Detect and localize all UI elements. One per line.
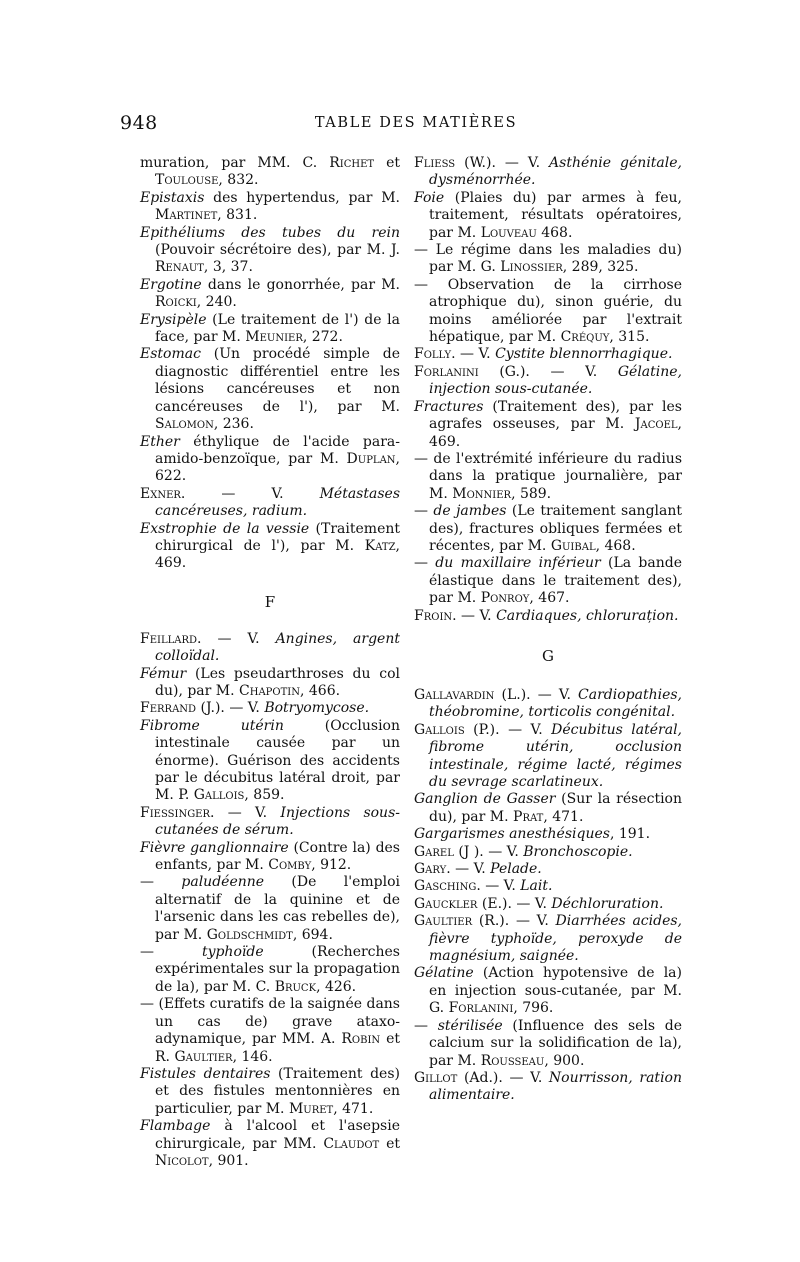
author-name: Gary: [414, 861, 447, 878]
entry-text: (Traitement chirurgical de l'), par M.: [155, 520, 400, 554]
author-name: Gauckler: [414, 895, 478, 912]
author-name: Gallois: [193, 787, 245, 804]
author-name: Monnier: [452, 485, 512, 502]
running-title: TABLE DES MATIÈRES: [314, 115, 518, 131]
index-entry: [140, 277, 400, 312]
entry-text: , 622.: [155, 450, 400, 485]
entry-text: , 859.: [244, 787, 285, 804]
entry-text: (Le traitement de l') de la face, par M.: [155, 311, 400, 346]
index-entry: [414, 399, 682, 451]
subject-term: Epistaxis: [140, 189, 205, 206]
index-entry: [140, 1066, 400, 1118]
author-name: Martinet: [155, 207, 218, 224]
subject-term: Fémur: [140, 665, 187, 682]
author-name: Forlanini: [448, 1000, 514, 1017]
index-entry: [140, 190, 400, 225]
section-letter: G: [542, 646, 554, 665]
index-entry: [140, 805, 400, 840]
entry-text: et: [379, 1135, 400, 1152]
index-entry: [414, 503, 682, 555]
subject-term: Gargarismes anesthésiques: [414, 826, 610, 843]
entry-text: , 272.: [302, 329, 343, 346]
author-name: Guibal: [550, 537, 596, 554]
author-name: Claudot: [323, 1135, 380, 1152]
index-entry: [140, 225, 400, 277]
author-name: Richet: [329, 155, 375, 171]
entry-text: . — V.: [452, 607, 497, 624]
subject-term: Botryomycose.: [264, 700, 370, 717]
entry-text: dans le gonorrhée, par M.: [201, 276, 400, 293]
index-entry: [414, 687, 682, 722]
index-entry: [140, 718, 400, 805]
entry-text: —: [414, 555, 436, 572]
subject-term: Cardiaques, chlorurațion.: [496, 607, 679, 624]
subject-term: Nourrisson, ration alimentaire.: [429, 1069, 682, 1104]
entry-text: , 3, 37.: [203, 259, 253, 276]
entry-text: des hypertendus, par M.: [204, 189, 400, 206]
subject-term: Fistules dentaires: [140, 1065, 271, 1082]
index-entry: [414, 878, 682, 895]
entry-text: . — V.: [180, 485, 320, 502]
subject-term: Fibrome utérin: [140, 717, 284, 734]
index-entry: [140, 874, 400, 944]
entry-text: . — V.: [197, 630, 276, 647]
index-entry: [140, 521, 400, 573]
subject-term: Asthénie génitale, dysménorrhée.: [429, 155, 682, 189]
author-name: Linossier: [500, 259, 563, 276]
entry-text: (Recherches expérimentales sur la propagation de la), par M. C.: [155, 944, 400, 995]
entry-text: , 694.: [292, 926, 333, 943]
subject-term: Estomac: [140, 346, 201, 363]
index-entry: [414, 722, 682, 792]
entry-text: (L.). — V.: [494, 686, 579, 703]
author-name: Goldschmidt: [206, 926, 293, 943]
entry-text: (R.). — V.: [472, 913, 556, 930]
subject-term: Bronchoscopie.: [523, 843, 633, 860]
author-name: Fliess: [414, 155, 456, 171]
index-entry: [140, 486, 400, 521]
entry-text: (Action hypotensive de la) en injection sous-cutanée, par M. G.: [429, 965, 682, 1017]
entry-text: (Traitement des) et des fistules mentonnières en particulier, par M.: [155, 1065, 400, 1117]
entry-text: , 236.: [213, 416, 254, 433]
index-entry: [140, 944, 400, 996]
index-entry: [414, 277, 682, 347]
author-name: Robin: [341, 1031, 381, 1048]
index-entry: [414, 791, 682, 826]
entry-text: , 240.: [196, 294, 237, 311]
entry-text: . — V.: [210, 804, 281, 821]
entry-text: (Un procédé simple de diagnostic différentiel entre les lésions cancéreuses et non cancéreuses de l'), par M.: [155, 346, 400, 415]
entry-text: , 315.: [609, 329, 650, 346]
subject-term: Diarrhées acides, fièvre typhoïde, peroxyde de magnésium, saignée.: [429, 913, 682, 965]
entry-text: 468.: [536, 224, 573, 241]
author-name: Louveau: [480, 224, 537, 241]
index-entry: [414, 346, 682, 363]
subject-term: Ergotine: [140, 276, 202, 293]
author-name: Renaut: [155, 259, 204, 276]
left-column: [140, 155, 400, 1170]
subject-term: Fractures: [414, 398, 484, 415]
subject-term: Cystite blennorrhagique.: [495, 346, 673, 363]
entry-text: , 901.: [208, 1152, 249, 1169]
author-name: Gaultier: [174, 1048, 233, 1065]
subject-term: Foie: [414, 189, 445, 206]
entry-text: , 589.: [511, 485, 552, 502]
subject-term: Gélatine, injection sous-cutanée.: [429, 363, 682, 398]
entry-text: muration, par MM. C.: [140, 155, 330, 171]
entry-text: , 796.: [513, 1000, 554, 1017]
entry-text: et: [374, 155, 400, 171]
subject-term: Erysipèle: [140, 311, 207, 328]
index-entry: [414, 913, 682, 965]
page-number: 948: [120, 112, 158, 134]
entry-text: (Le traitement sanglant des), fractures obliques fermées et récentes, par M.: [429, 503, 682, 554]
author-name: Gallavardin: [414, 686, 495, 703]
subject-term: typhoïde: [201, 944, 264, 961]
entry-text: , 471.: [333, 1100, 374, 1117]
author-name: Fiessinger: [140, 804, 211, 821]
index-entry: [414, 1018, 682, 1070]
author-name: Froin: [414, 607, 453, 624]
entry-text: —: [140, 874, 182, 891]
entry-text: —: [414, 503, 434, 520]
index-entry: [140, 1118, 400, 1170]
index-entry: [140, 346, 400, 433]
entry-text: , 466.: [299, 682, 341, 699]
entry-text: (Sur la résection du), par M.: [429, 791, 682, 825]
entry-text: —: [414, 1017, 438, 1034]
entry-text: , 900.: [544, 1052, 585, 1069]
entry-text: éthylique de l'acide para-amido-benzoïque, par M.: [155, 433, 400, 467]
entry-text: (Traitement des), par les agrafes osseuses, par M.: [429, 398, 682, 433]
entry-text: (J ). — V.: [453, 843, 524, 860]
entry-text: , 146.: [232, 1048, 273, 1065]
page-header: [120, 112, 712, 142]
entry-text: (Contre la) des enfants, par M.: [155, 839, 400, 874]
subject-term: Epithéliums des tubes du rein: [140, 224, 400, 241]
subject-term: Pelade.: [490, 861, 542, 878]
entry-text: , 191.: [609, 826, 651, 843]
entry-text: . — V.: [446, 861, 491, 878]
entry-text: (W.). — V.: [455, 155, 550, 171]
index-entry: [414, 965, 682, 1017]
index-entry: [414, 155, 682, 190]
author-name: Créquy: [560, 329, 610, 346]
author-name: Exner: [140, 485, 181, 502]
subject-term: Ether: [140, 433, 180, 450]
entry-text: , 469.: [155, 537, 400, 572]
index-entry: [414, 826, 682, 843]
entry-text: , 831.: [217, 207, 258, 224]
subject-term: Fièvre ganglionnaire: [140, 839, 289, 856]
index-entry: [414, 896, 682, 913]
author-name: Gallois: [414, 721, 465, 738]
subject-term: Décubitus latéral, fibrome utérin, occlusion intestinale, régime lacté, régimes du sevrage scarlatineux.: [429, 721, 682, 790]
subject-term: Exstrophie de la vessie: [140, 520, 310, 537]
author-name: Chapotin: [239, 682, 300, 699]
index-entry: [414, 555, 682, 607]
author-name: Garel: [414, 843, 454, 860]
entry-text: , 832.: [218, 172, 259, 189]
subject-term: stérilisée: [437, 1017, 503, 1034]
author-name: Gillot: [414, 1069, 458, 1086]
entry-text: , 467.: [529, 590, 570, 607]
author-name: Prat: [513, 808, 544, 825]
author-name: Duplan: [346, 450, 396, 467]
index-entry: [140, 312, 400, 347]
author-name: Jacoel: [634, 416, 678, 433]
entry-text: , 468.: [595, 537, 636, 554]
index-entry: [414, 190, 682, 242]
author-name: Salomon: [155, 416, 214, 433]
subject-term: Ganglion de Gasser: [414, 791, 556, 808]
subject-term: Gélatine: [414, 965, 474, 982]
index-entry: [140, 155, 400, 190]
subject-term: de jambes: [433, 503, 507, 520]
subject-term: Déchloruration.: [551, 895, 664, 912]
index-entry: [414, 242, 682, 277]
author-name: Folly: [414, 346, 452, 363]
index-entry: [414, 844, 682, 861]
index-entry: [140, 840, 400, 875]
subject-term: Flambage: [140, 1118, 211, 1135]
right-column: [414, 155, 682, 1105]
entry-text: , 471.: [543, 808, 584, 825]
entry-text: (J.). — V.: [196, 700, 265, 717]
author-name: Toulouse: [155, 172, 219, 189]
subject-term: Métastases cancéreuses, radium.: [155, 485, 400, 520]
entry-text: . — V.: [451, 346, 496, 363]
entry-text: (E.). — V.: [477, 895, 552, 912]
entry-text: , 289, 325.: [562, 259, 639, 276]
section-letter: F: [264, 592, 276, 611]
author-name: Roicki: [155, 294, 197, 311]
index-entry: [140, 666, 400, 701]
entry-text: (P.). — V.: [464, 721, 552, 738]
author-name: Gaultier: [414, 913, 473, 930]
author-name: Gasching: [414, 878, 477, 895]
subject-term: du maxillaire inférieur: [435, 555, 601, 572]
entry-text: (Occlusion intestinale causée par un énorme). Guérison des accidents par le décubitus latéral droit, par M. P.: [155, 717, 400, 804]
entry-text: , 469.: [429, 416, 682, 450]
index-entry: [140, 700, 400, 717]
index-entry: [414, 364, 682, 399]
entry-text: (Pouvoir sécrétoire des), par M. J.: [155, 242, 400, 259]
author-name: Muret: [288, 1100, 334, 1117]
entry-text: , 426.: [316, 978, 357, 995]
author-name: Ponroy: [480, 590, 530, 607]
index-entry: [414, 861, 682, 878]
index-entry: [414, 1070, 682, 1105]
subject-term: Injections sous-cutanées de sérum.: [155, 804, 400, 839]
entry-text: et R.: [155, 1031, 400, 1065]
entry-text: —: [140, 944, 202, 961]
entry-text: (Plaies du) par armes à feu, traitement, résultats opératoires, par M.: [429, 189, 682, 241]
entry-text: (G.). — V.: [478, 363, 618, 380]
subject-term: Cardiopathies, théobromine, torticolis congénital.: [429, 686, 682, 721]
entry-text: (Influence des sels de calcium sur la solidification de la), par M.: [429, 1017, 682, 1069]
entry-text: — (Effets curatifs de la saignée dans un cas de) grave ataxo-adynamique, par MM. A.: [140, 996, 400, 1048]
entry-text: — de l'extrémité inférieure du radius dans la pratique journalière, par M.: [414, 450, 682, 502]
subject-term: Angines, argent colloïdal.: [155, 630, 400, 665]
author-name: Feillard: [140, 630, 198, 647]
entry-text: à l'alcool et l'asepsie chirurgicale, par MM.: [155, 1118, 400, 1152]
entry-text: — Le régime dans les maladies du) par M. G.: [414, 242, 682, 276]
entry-text: (Ad.). — V.: [457, 1069, 549, 1086]
author-name: Katz: [364, 537, 396, 554]
index-entry: [140, 434, 400, 486]
entry-text: , 912.: [311, 857, 352, 874]
author-name: Forlanini: [414, 363, 479, 380]
index-entry: [140, 996, 400, 1066]
subject-term: Lait.: [520, 878, 553, 895]
entry-text: (De l'emploi alternatif de la quinine et de l'arsenic dans les cas rebelles de), par M.: [155, 874, 401, 943]
author-name: Comby: [268, 857, 312, 874]
author-name: Meunier: [245, 329, 303, 346]
entry-text: — Observation de la cirrhose atrophique du), sinon guérie, du moins améliorée par l'extrait hépatique, par M.: [414, 276, 682, 346]
index-entry: [140, 631, 400, 666]
author-name: Ferrand: [140, 700, 197, 717]
index-entry: [414, 608, 682, 625]
author-name: Rousseau: [480, 1052, 545, 1069]
entry-text: (Les pseudarthroses du col du), par M.: [155, 665, 400, 699]
author-name: Bruck: [274, 978, 317, 995]
entry-text: . — V.: [476, 878, 521, 895]
author-name: Nicolot: [155, 1152, 209, 1169]
subject-term: paludéenne: [181, 874, 265, 891]
index-entry: [414, 451, 682, 503]
entry-text: (La bande élastique dans le traitement des), par M.: [429, 555, 682, 607]
